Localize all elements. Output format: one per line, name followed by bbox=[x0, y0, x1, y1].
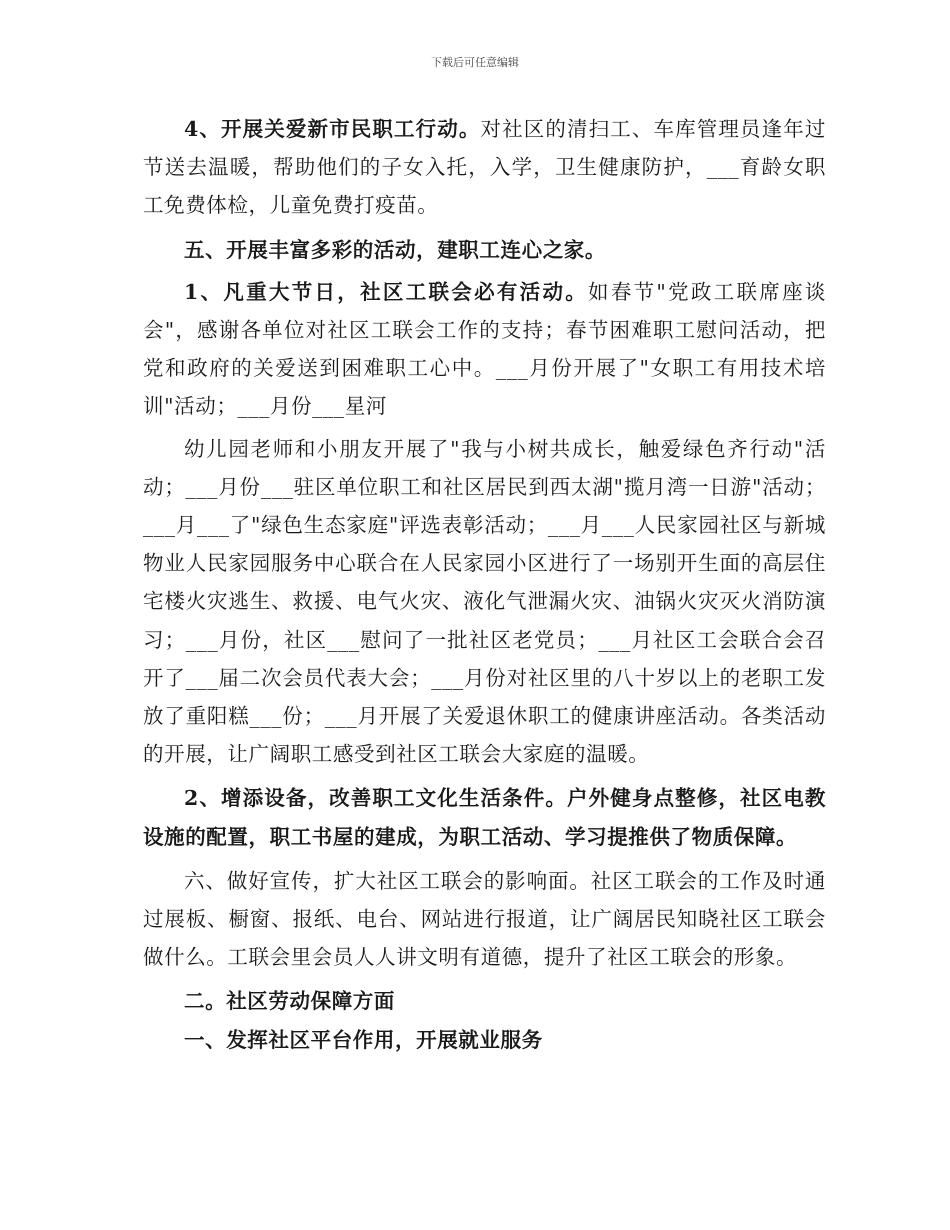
paragraph-lead: 五、开展丰富多彩的活动，建职工连心之家。 bbox=[184, 237, 606, 262]
section-heading-2 bbox=[143, 982, 826, 1020]
paragraph-lead: 2、增添设备，改善职工文化生活条件。户外健身点整修，社区电教设施的配置，职工书屋的建成，为职工活动、学习提推供了物质保障。 bbox=[143, 786, 826, 849]
paragraph-4 bbox=[143, 110, 826, 225]
paragraph-1 bbox=[143, 273, 826, 426]
section-heading-5 bbox=[143, 231, 826, 269]
paragraph-text: 六、做好宣传，扩大社区工联会的影响面。社区工联会的工作及时通过展板、橱窗、报纸、电台、网站进行报道，让广阔居民知晓社区工联会做什么。工联会里会员人人讲文明有道德，提升了社区工联会的形象。 bbox=[143, 868, 826, 970]
page-header: 下载后可任意编辑 bbox=[431, 56, 519, 69]
paragraph-continued bbox=[143, 430, 826, 774]
paragraph-text: 对社区的清扫工、车库管理员逢年过节送去温暖，帮助他们的子女入托，入学，卫生健康防护，___育龄女职工免费体检，儿童免费打疫苗。 bbox=[143, 117, 826, 218]
paragraph-6 bbox=[143, 862, 826, 977]
paragraph-lead: 二。社区劳动保障方面 bbox=[184, 989, 395, 1014]
paragraph-lead: 4、开展关爱新市民职工行动。 bbox=[184, 117, 481, 141]
document-body bbox=[143, 110, 826, 1059]
paragraph-lead: 一、发挥社区平台作用，开展就业服务 bbox=[184, 1027, 543, 1052]
paragraph-lead: 1、凡重大节日，社区工联会必有活动。 bbox=[184, 279, 589, 304]
paragraph-2 bbox=[143, 779, 826, 855]
paragraph-text: 幼儿园老师和小朋友开展了"我与小树共成长，触爱绿色齐行动"活动；___月份___驻区单位职工和社区居民到西太湖"揽月湾一日游"活动；___月___了"绿色生态家庭"评选表彰活动；___月___人民家园社区与新城物业人民家园服务中心联合在人民家园小区进行了一场别开生面的高层住宅楼火灾逃生、救援、电气火灾、液化气泄漏火灾、油锅火灾灭火消防演习；___月份，社区___慰问了一批社区老党员；___月社区工会联合会召开了___届二次会员代表大会；___月份对社区里的八十岁以上的老职工发放了重阳糕___份；___月开展了关爱退休职工的健康讲座活动。各类活动的开展，让广阔职工感受到社区工联会大家庭的温暖。 bbox=[143, 436, 826, 767]
section-heading-1 bbox=[143, 1021, 826, 1059]
paragraph-text: 如春节"党政工联席座谈会"，感谢各单位对社区工联会工作的支持；春节困难职工慰问活动，把党和政府的关爱送到困难职工心中。___月份开展了"女职工有用技术培训"活动；___月份___星河 bbox=[143, 279, 826, 419]
